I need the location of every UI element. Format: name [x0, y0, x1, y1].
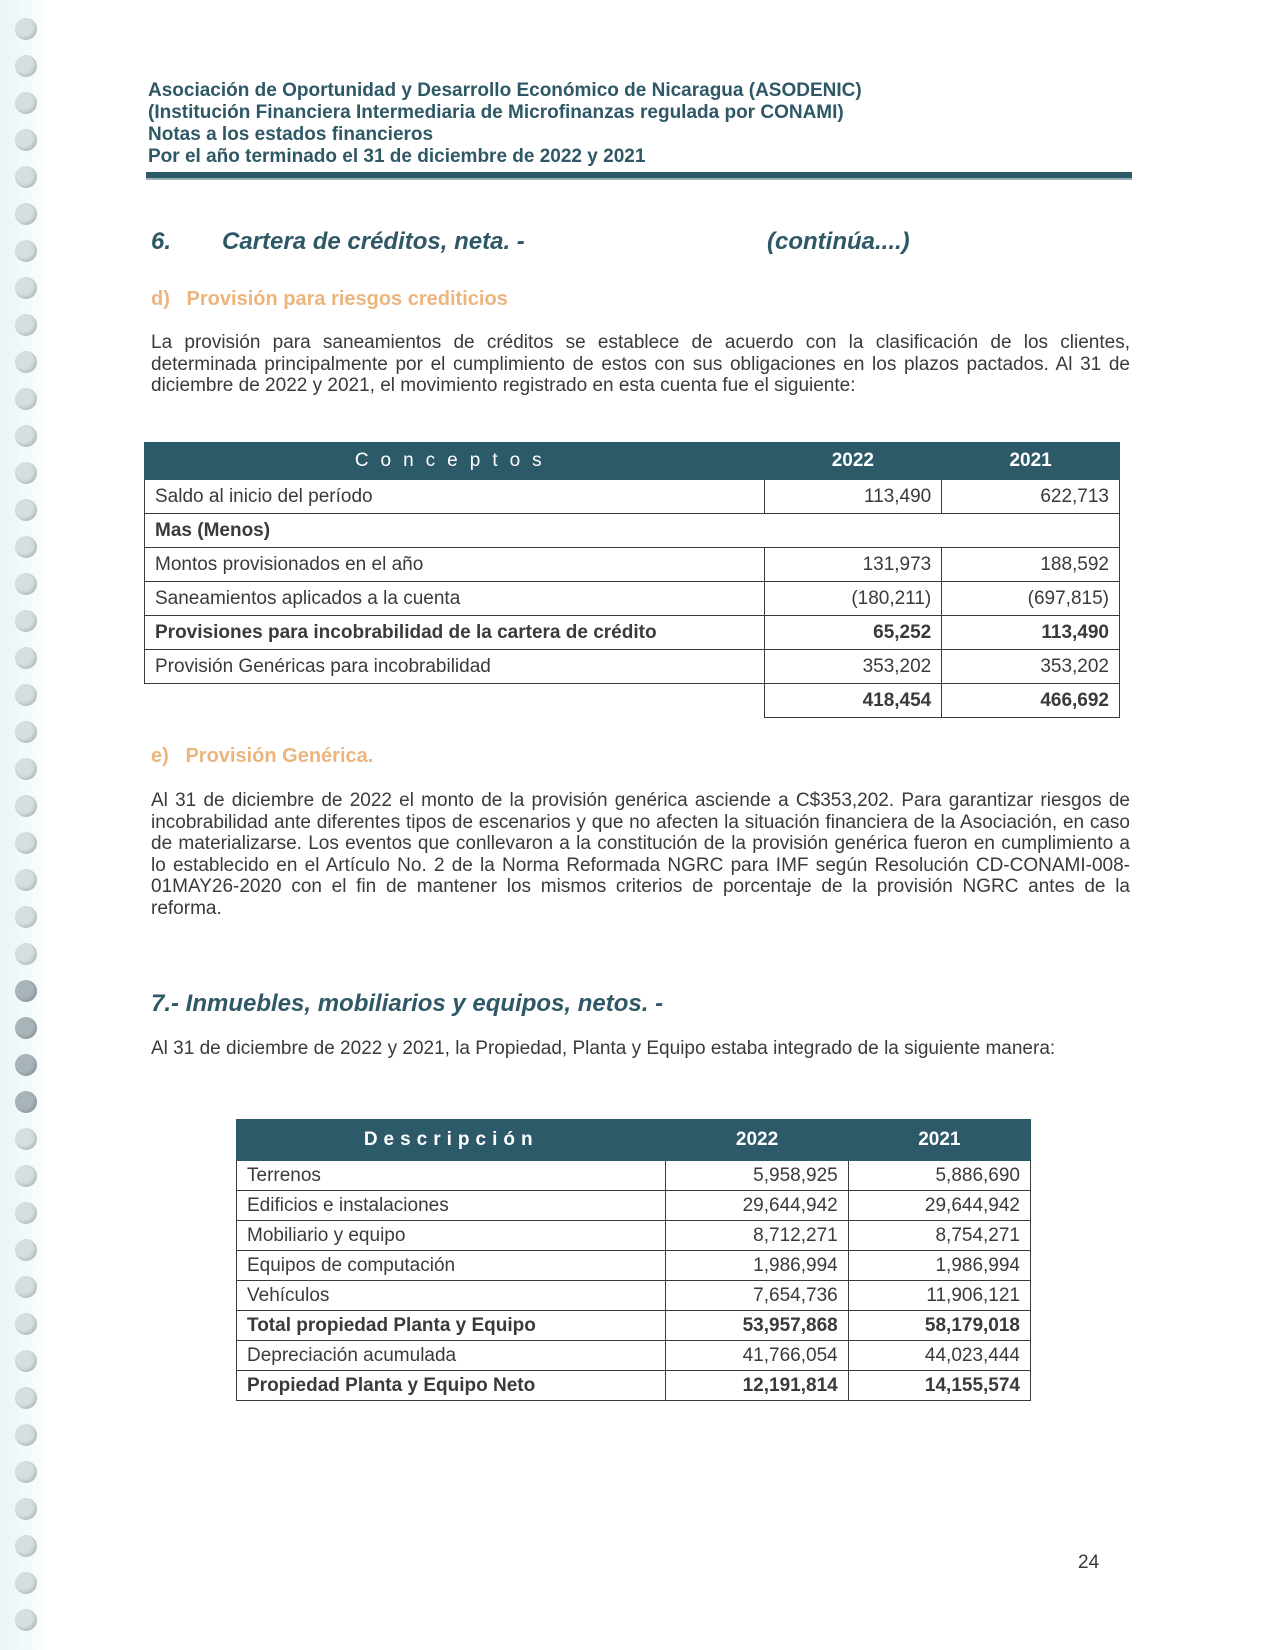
row-label: Terrenos — [237, 1161, 666, 1191]
binder-hole-icon — [15, 129, 37, 151]
binder-hole-icon — [15, 1387, 37, 1409]
binder-hole-icon — [15, 351, 37, 373]
binder-hole-icon — [15, 1202, 37, 1224]
table-row — [237, 1341, 1031, 1371]
binder-hole-icon — [15, 425, 37, 447]
row-label: Depreciación acumulada — [237, 1341, 666, 1371]
column-header-2021: 2021 — [848, 1120, 1030, 1161]
row-label: Total propiedad Planta y Equipo — [237, 1311, 666, 1341]
section-6-title: Cartera de créditos, neta. - — [222, 228, 525, 255]
value-2021: 11,906,121 — [848, 1281, 1030, 1311]
table-row — [237, 1161, 1031, 1191]
value-2021: 8,754,271 — [848, 1221, 1030, 1251]
binder-margin — [0, 0, 48, 1650]
header-institution: (Institución Financiera Intermediaria de Microfinanzas regulada por CONAMI) — [148, 102, 844, 123]
binder-hole-icon — [15, 1609, 37, 1631]
binder-hole-icon — [15, 795, 37, 817]
binder-hole-icon — [15, 1498, 37, 1520]
column-header-2022: 2022 — [764, 443, 942, 480]
binder-hole-icon — [15, 18, 37, 40]
total-2021: 466,692 — [942, 684, 1120, 718]
row-label: Equipos de computación — [237, 1251, 666, 1281]
row-label: Propiedad Planta y Equipo Neto — [237, 1371, 666, 1401]
value-2022: 5,958,925 — [666, 1161, 848, 1191]
table-header-row — [237, 1120, 1031, 1161]
binder-hole-icon — [15, 647, 37, 669]
row-label: Edificios e instalaciones — [237, 1191, 666, 1221]
value-2021: (697,815) — [942, 582, 1120, 616]
section-6-number: 6. — [151, 228, 172, 255]
binder-hole-icon — [15, 462, 37, 484]
value-2021: 29,644,942 — [848, 1191, 1030, 1221]
binder-hole-icon — [15, 832, 37, 854]
binder-hole-icon — [15, 573, 37, 595]
value-2021: 5,886,690 — [848, 1161, 1030, 1191]
binder-hole-icon — [15, 906, 37, 928]
value-2021: 622,713 — [942, 480, 1120, 514]
row-label: Vehículos — [237, 1281, 666, 1311]
binder-hole-icon — [15, 240, 37, 262]
binder-hole-icon — [15, 980, 37, 1002]
table-row — [237, 1221, 1031, 1251]
value-2021: 58,179,018 — [848, 1311, 1030, 1341]
value-2022: 1,986,994 — [666, 1251, 848, 1281]
subsection-d-paragraph: La provisión para saneamientos de créditos se establece de acuerdo con la clasificación de los clientes, determinada principalmente por el cumplimiento de estos con sus obligaciones en los plazos pactados. Al 31 de diciembre de 2022 y 2021, el movimiento registrado en esta cuenta fue el siguiente: — [151, 332, 1130, 396]
subsection-d-title: d) Provisión para riesgos crediticios — [151, 288, 508, 310]
binder-hole-icon — [15, 55, 37, 77]
provision-movement-table — [144, 442, 1120, 718]
subsection-e-title: e) Provisión Genérica. — [151, 745, 374, 767]
value-2022: 53,957,868 — [666, 1311, 848, 1341]
table-row — [237, 1371, 1031, 1401]
binder-hole-icon — [15, 684, 37, 706]
binder-hole-icon — [15, 536, 37, 558]
value-2022: 131,973 — [764, 548, 942, 582]
value-2022: 65,252 — [764, 616, 942, 650]
row-label: Montos provisionados en el año — [145, 548, 765, 582]
row-label: Mobiliario y equipo — [237, 1221, 666, 1251]
table-row — [145, 616, 1120, 650]
binder-hole-icon — [15, 869, 37, 891]
table-row — [145, 514, 1120, 548]
subsection-e-paragraph: Al 31 de diciembre de 2022 el monto de la provisión genérica asciende a C$353,202. Para garantizar riesgos de incobrabilidad ante diferentes tipos de escenarios y que no afecten la situación financiera de la Asociación, en caso de materializarse. Los eventos que conllevaron a la constitución de la provisión genérica fueron en cumplimiento a lo establecido en el Artículo No. 2 de la Norma Reformada NGRC para IMF según Resolución CD-CONAMI-008-01MAY26-2020 con el fin de mantener los mismos criterios de porcentaje de la provisión NGRC antes de la reforma. — [151, 790, 1130, 919]
binder-hole-icon — [15, 758, 37, 780]
binder-hole-icon — [15, 203, 37, 225]
total-label-empty — [145, 684, 765, 718]
table-row — [145, 548, 1120, 582]
value-2022: 7,654,736 — [666, 1281, 848, 1311]
table-row — [237, 1191, 1031, 1221]
row-label: Mas (Menos) — [145, 514, 1120, 548]
table-row — [145, 582, 1120, 616]
header-notes: Notas a los estados financieros — [148, 124, 434, 145]
binder-hole-icon — [15, 721, 37, 743]
row-label: Saneamientos aplicados a la cuenta — [145, 582, 765, 616]
binder-hole-icon — [15, 1313, 37, 1335]
binder-hole-icon — [15, 1350, 37, 1372]
table-row — [237, 1251, 1031, 1281]
binder-hole-icon — [15, 1276, 37, 1298]
binder-hole-icon — [15, 1128, 37, 1150]
value-2022: 8,712,271 — [666, 1221, 848, 1251]
binder-hole-icon — [15, 92, 37, 114]
table-row — [237, 1311, 1031, 1341]
binder-hole-icon — [15, 1461, 37, 1483]
table-total-row — [145, 684, 1120, 718]
binder-hole-icon — [15, 1424, 37, 1446]
binder-hole-icon — [15, 1054, 37, 1076]
row-label: Saldo al inicio del período — [145, 480, 765, 514]
value-2021: 44,023,444 — [848, 1341, 1030, 1371]
table-header-row — [145, 443, 1120, 480]
value-2022: 29,644,942 — [666, 1191, 848, 1221]
column-header-2022: 2022 — [666, 1120, 848, 1161]
row-label: Provisiones para incobrabilidad de la cartera de crédito — [145, 616, 765, 650]
value-2022: 113,490 — [764, 480, 942, 514]
header-divider — [146, 172, 1132, 180]
document-header — [148, 80, 1128, 168]
section-6-continues: (continúa....) — [767, 228, 910, 255]
binder-hole-icon — [15, 943, 37, 965]
value-2021: 113,490 — [942, 616, 1120, 650]
value-2022: 12,191,814 — [666, 1371, 848, 1401]
binder-hole-icon — [15, 1017, 37, 1039]
table-row — [145, 480, 1120, 514]
section-7-paragraph: Al 31 de diciembre de 2022 y 2021, la Propiedad, Planta y Equipo estaba integrado de la siguiente manera: — [151, 1038, 1056, 1059]
binder-hole-icon — [15, 499, 37, 521]
value-2022: 41,766,054 — [666, 1341, 848, 1371]
table-row — [237, 1281, 1031, 1311]
header-period: Por el año terminado el 31 de diciembre de 2022 y 2021 — [148, 146, 646, 167]
binder-hole-icon — [15, 1535, 37, 1557]
total-2022: 418,454 — [764, 684, 942, 718]
binder-hole-icon — [15, 277, 37, 299]
binder-hole-icon — [15, 166, 37, 188]
binder-hole-icon — [15, 610, 37, 632]
property-equipment-table — [236, 1119, 1031, 1401]
value-2022: (180,211) — [764, 582, 942, 616]
binder-hole-icon — [15, 388, 37, 410]
value-2021: 1,986,994 — [848, 1251, 1030, 1281]
value-2022: 353,202 — [764, 650, 942, 684]
column-header-conceptos: Conceptos — [145, 443, 765, 480]
binder-hole-icon — [15, 1091, 37, 1113]
binder-hole-icon — [15, 1572, 37, 1594]
column-header-descripcion: Descripción — [237, 1120, 666, 1161]
value-2021: 353,202 — [942, 650, 1120, 684]
binder-hole-icon — [15, 314, 37, 336]
section-7-title: 7.- Inmuebles, mobiliarios y equipos, netos. - — [151, 990, 664, 1017]
page-number: 24 — [1078, 1552, 1100, 1573]
binder-hole-icon — [15, 1165, 37, 1187]
table-row — [145, 650, 1120, 684]
value-2021: 188,592 — [942, 548, 1120, 582]
row-label: Provisión Genéricas para incobrabilidad — [145, 650, 765, 684]
binder-hole-icon — [15, 1239, 37, 1261]
column-header-2021: 2021 — [942, 443, 1120, 480]
value-2021: 14,155,574 — [848, 1371, 1030, 1401]
header-organization: Asociación de Oportunidad y Desarrollo Económico de Nicaragua (ASODENIC) — [148, 80, 862, 101]
